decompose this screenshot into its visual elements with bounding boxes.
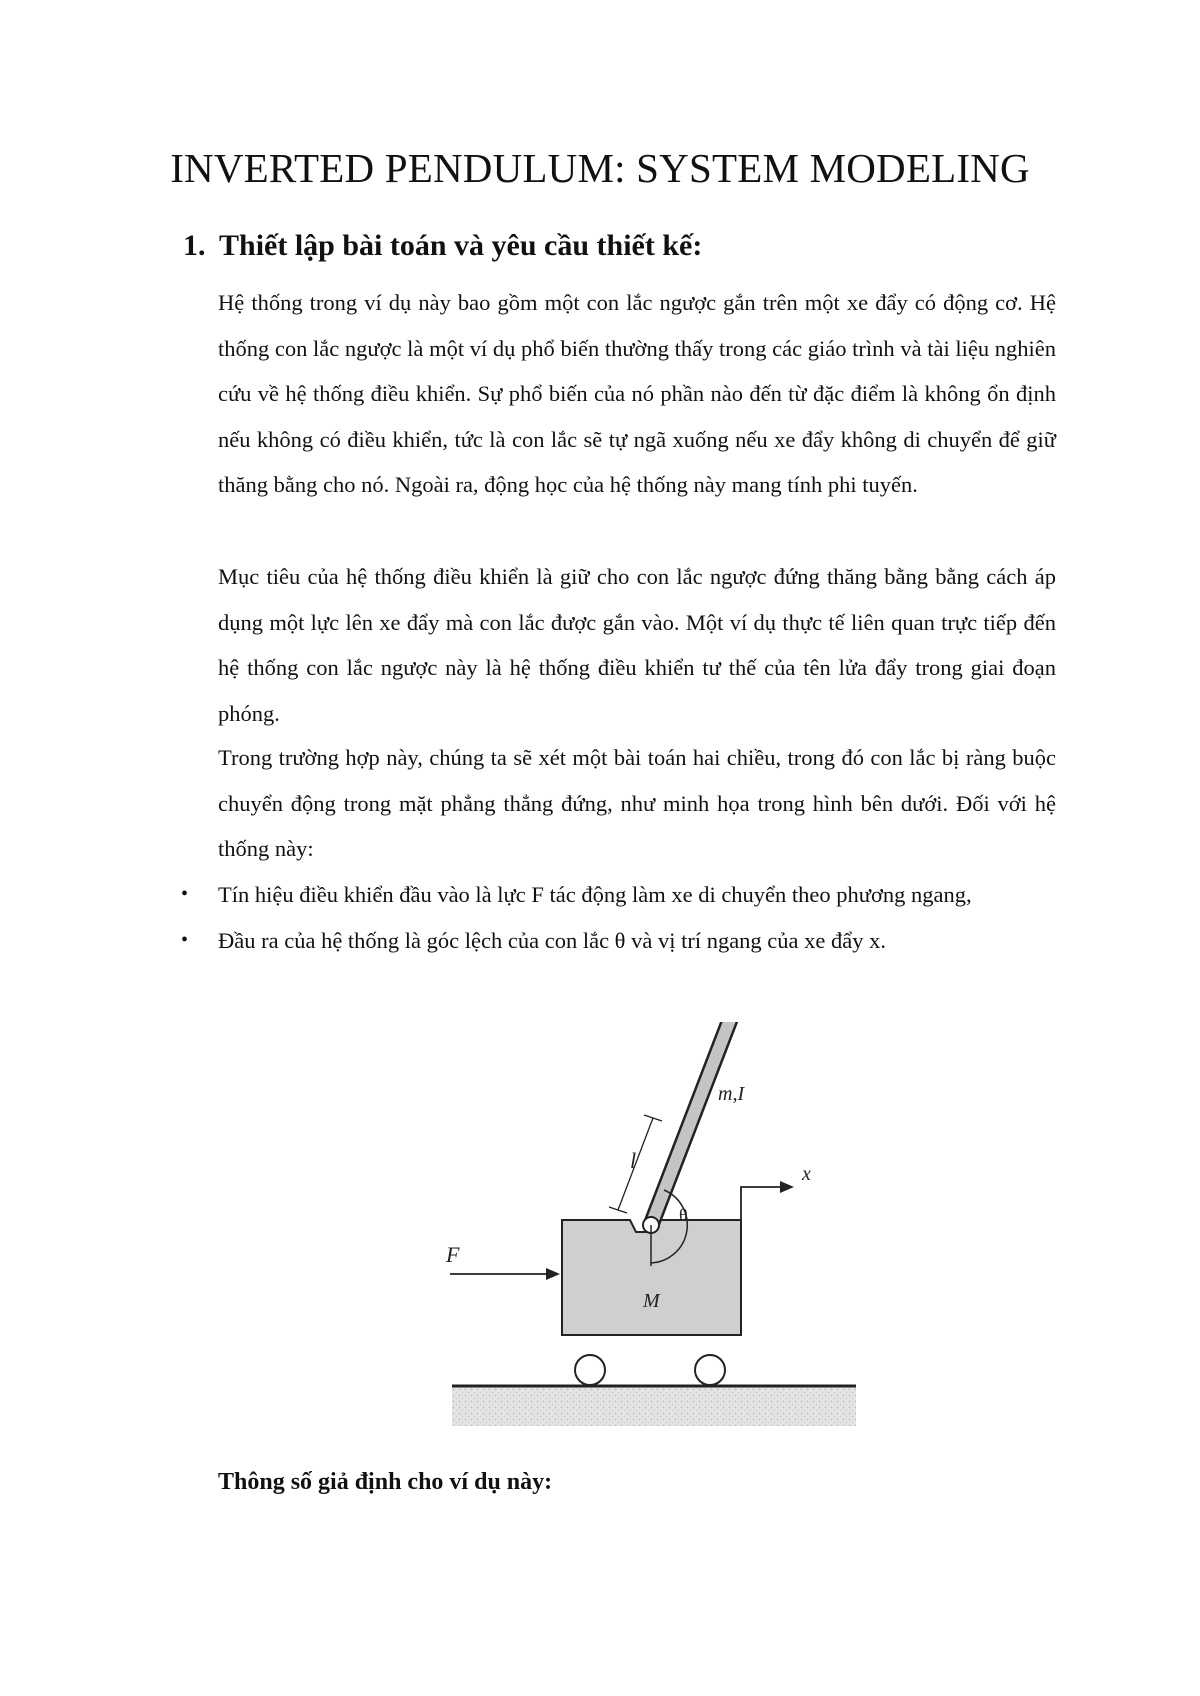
- section-number: 1.: [183, 229, 206, 262]
- section-heading: [183, 226, 702, 266]
- bullet-list: [218, 872, 1056, 963]
- left-wheel: [575, 1355, 605, 1385]
- label-position: x: [802, 1163, 811, 1185]
- document-title: INVERTED PENDULUM: SYSTEM MODELING: [170, 145, 1030, 191]
- label-pendulum-mass: m,I: [718, 1083, 745, 1105]
- position-arrow-line: [741, 1187, 781, 1220]
- position-arrow-head: [780, 1181, 794, 1193]
- pendulum-rod: [651, 1022, 731, 1225]
- label-force: F: [446, 1242, 460, 1267]
- ground-surface: [452, 1386, 856, 1426]
- force-arrow-head: [546, 1268, 560, 1280]
- label-angle: θ: [679, 1205, 688, 1225]
- paragraph-objective: Mục tiêu của hệ thống điều khiển là giữ cho con lắc ngược đứng thăng bằng bằng cách áp dụng một lực lên xe đẩy mà con lắc được gắn vào. Một ví dụ thực tế liên quan trực tiếp đến hệ thống con lắc ngược này là hệ thống điều khiển tư thế của tên lửa đẩy trong giai đoạn phóng.: [218, 564, 1056, 726]
- label-cart-mass: M: [643, 1290, 660, 1312]
- length-tick-bottom: [609, 1207, 627, 1213]
- section-title: Thiết lập bài toán và yêu cầu thiết kế:: [219, 229, 703, 262]
- bullet-input: • Tín hiệu điều khiển đầu vào là lực F tác động làm xe di chuyển theo phương ngang,: [218, 872, 1056, 918]
- label-length: l: [630, 1148, 637, 1173]
- right-wheel: [695, 1355, 725, 1385]
- length-tick-top: [644, 1115, 662, 1121]
- paragraph-intro: Hệ thống trong ví dụ này bao gồm một con lắc ngược gắn trên một xe đẩy có động cơ. Hệ thống con lắc ngược là một ví dụ phổ biến thường thấy trong các giáo trình và tài liệu nghiên cứu về hệ thống điều khiển. Sự phổ biến của nó phần nào đến từ đặc điểm là không ổn định nếu không có điều khiển, tức là con lắc sẽ tự ngã xuống nếu xe đẩy không di chuyển để giữ thăng bằng cho nó. Ngoài ra, động học của hệ thống này mang tính phi tuyến.: [218, 290, 1056, 497]
- bullet-output: • Đầu ra của hệ thống là góc lệch của con lắc θ và vị trí ngang của xe đẩy x.: [218, 918, 1056, 964]
- pendulum-cart-diagram: [440, 1022, 860, 1444]
- parameters-heading: Thông số giả định cho ví dụ này:: [218, 1469, 553, 1495]
- paragraph-problem: Trong trường hợp này, chúng ta sẽ xét một bài toán hai chiều, trong đó con lắc bị ràng buộc chuyển động trong mặt phẳng thẳng đứng, như minh họa trong hình bên dưới. Đối với hệ thống này:: [218, 745, 1056, 861]
